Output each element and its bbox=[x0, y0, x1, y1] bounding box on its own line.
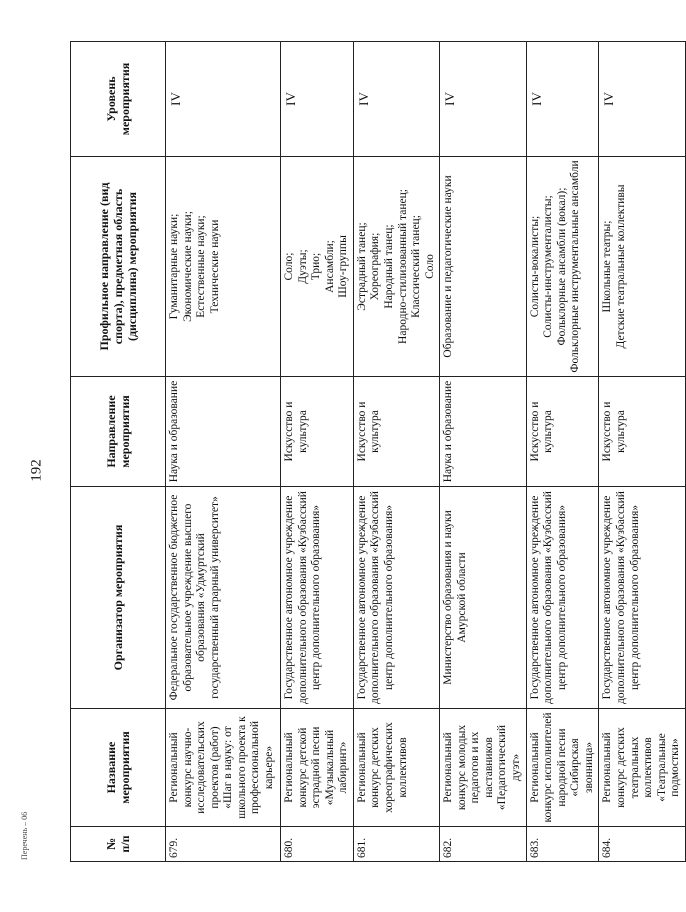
row-num: 682. bbox=[440, 827, 526, 862]
table-row bbox=[599, 42, 685, 862]
row-num: 679. bbox=[166, 827, 281, 862]
table-row bbox=[526, 42, 599, 862]
footer-note: Перечень – 06 bbox=[20, 811, 29, 860]
row-level: IV bbox=[599, 42, 685, 157]
row-profile: Гуманитарные науки; Экономические науки; Естественные науки; Технические науки bbox=[166, 157, 281, 377]
row-name: Региональный конкурс детской эстрадной песни «Музыкальный лабиринт» bbox=[281, 709, 354, 827]
row-direction: Искусство и культура bbox=[599, 377, 685, 487]
row-direction: Искусство и культура bbox=[281, 377, 354, 487]
row-organizer: Государственное автономное учреждение дополнительного образования «Кузбасский центр дополнительного образования» bbox=[526, 487, 599, 709]
row-level: IV bbox=[281, 42, 354, 157]
row-name: Региональный конкурс детских театральных коллективов «Театральные подмостки» bbox=[599, 709, 685, 827]
row-name: Региональный конкурс молодых педагогов и их наставников «Педагогический дуэт» bbox=[440, 709, 526, 827]
table-row bbox=[353, 42, 439, 862]
row-profile: Солисты-вокалисты; Солисты-инструменталисты; Фольклорные ансамбли (вокал); Фольклорные инструментальные ансамбли bbox=[526, 157, 599, 377]
row-num: 680. bbox=[281, 827, 354, 862]
row-profile: Школьные театры; Детские театральные коллективы bbox=[599, 157, 685, 377]
row-direction: Наука и образование bbox=[166, 377, 281, 487]
header-num: № п/п bbox=[71, 827, 166, 862]
row-name: Региональный конкурс детских хореографических коллективов bbox=[353, 709, 439, 827]
header-name: Название мероприятия bbox=[71, 709, 166, 827]
header-direction: Направление мероприятия bbox=[71, 377, 166, 487]
row-profile: Соло; Дуэты; Трио; Ансамбли; Шоу-группы bbox=[281, 157, 354, 377]
row-num: 683. bbox=[526, 827, 599, 862]
row-direction: Наука и образование bbox=[440, 377, 526, 487]
row-name: Региональный конкурс исполнителей народной песни «Сибирская звонница» bbox=[526, 709, 599, 827]
row-name: Региональный конкурс научно-исследовательских проектов (работ) «Шаг в науку: от школьного проекта к профессиональной карьере» bbox=[166, 709, 281, 827]
row-profile: Эстрадный танец; Хореография; Народный танец; Народно-стилизованный танец; Классический танец; Соло bbox=[353, 157, 439, 377]
table-header-row bbox=[71, 42, 166, 862]
header-organizer: Организатор мероприятия bbox=[71, 487, 166, 709]
table-row bbox=[281, 42, 354, 862]
row-organizer: Министерство образования и науки Амурской области bbox=[440, 487, 526, 709]
row-direction: Искусство и культура bbox=[353, 377, 439, 487]
header-level: Уровень мероприятия bbox=[71, 42, 166, 157]
table-row bbox=[440, 42, 526, 862]
row-direction: Искусство и культура bbox=[526, 377, 599, 487]
page-number: 192 bbox=[28, 459, 45, 482]
row-level: IV bbox=[440, 42, 526, 157]
row-level: IV bbox=[353, 42, 439, 157]
row-num: 681. bbox=[353, 827, 439, 862]
table-row bbox=[166, 42, 281, 862]
row-organizer: Государственное автономное учреждение дополнительного образования «Кузбасский центр дополнительного образования» bbox=[599, 487, 685, 709]
row-organizer: Государственное автономное учреждение дополнительного образования «Кузбасский центр дополнительного образования» bbox=[353, 487, 439, 709]
header-profile: Профильное направление (вид спорта), предметная область (дисциплина) мероприятия bbox=[71, 157, 166, 377]
row-num: 684. bbox=[599, 827, 685, 862]
row-profile: Образование и педагогические науки bbox=[440, 157, 526, 377]
row-level: IV bbox=[526, 42, 599, 157]
row-level: IV bbox=[166, 42, 281, 157]
row-organizer: Федеральное государственное бюджетное образовательное учреждение высшего образования «Удмуртский государственный аграрный университет» bbox=[166, 487, 281, 709]
rotated-table-container bbox=[70, 42, 682, 862]
row-organizer: Государственное автономное учреждение дополнительного образования «Кузбасский центр дополнительного образования» bbox=[281, 487, 354, 709]
events-table bbox=[70, 41, 686, 862]
